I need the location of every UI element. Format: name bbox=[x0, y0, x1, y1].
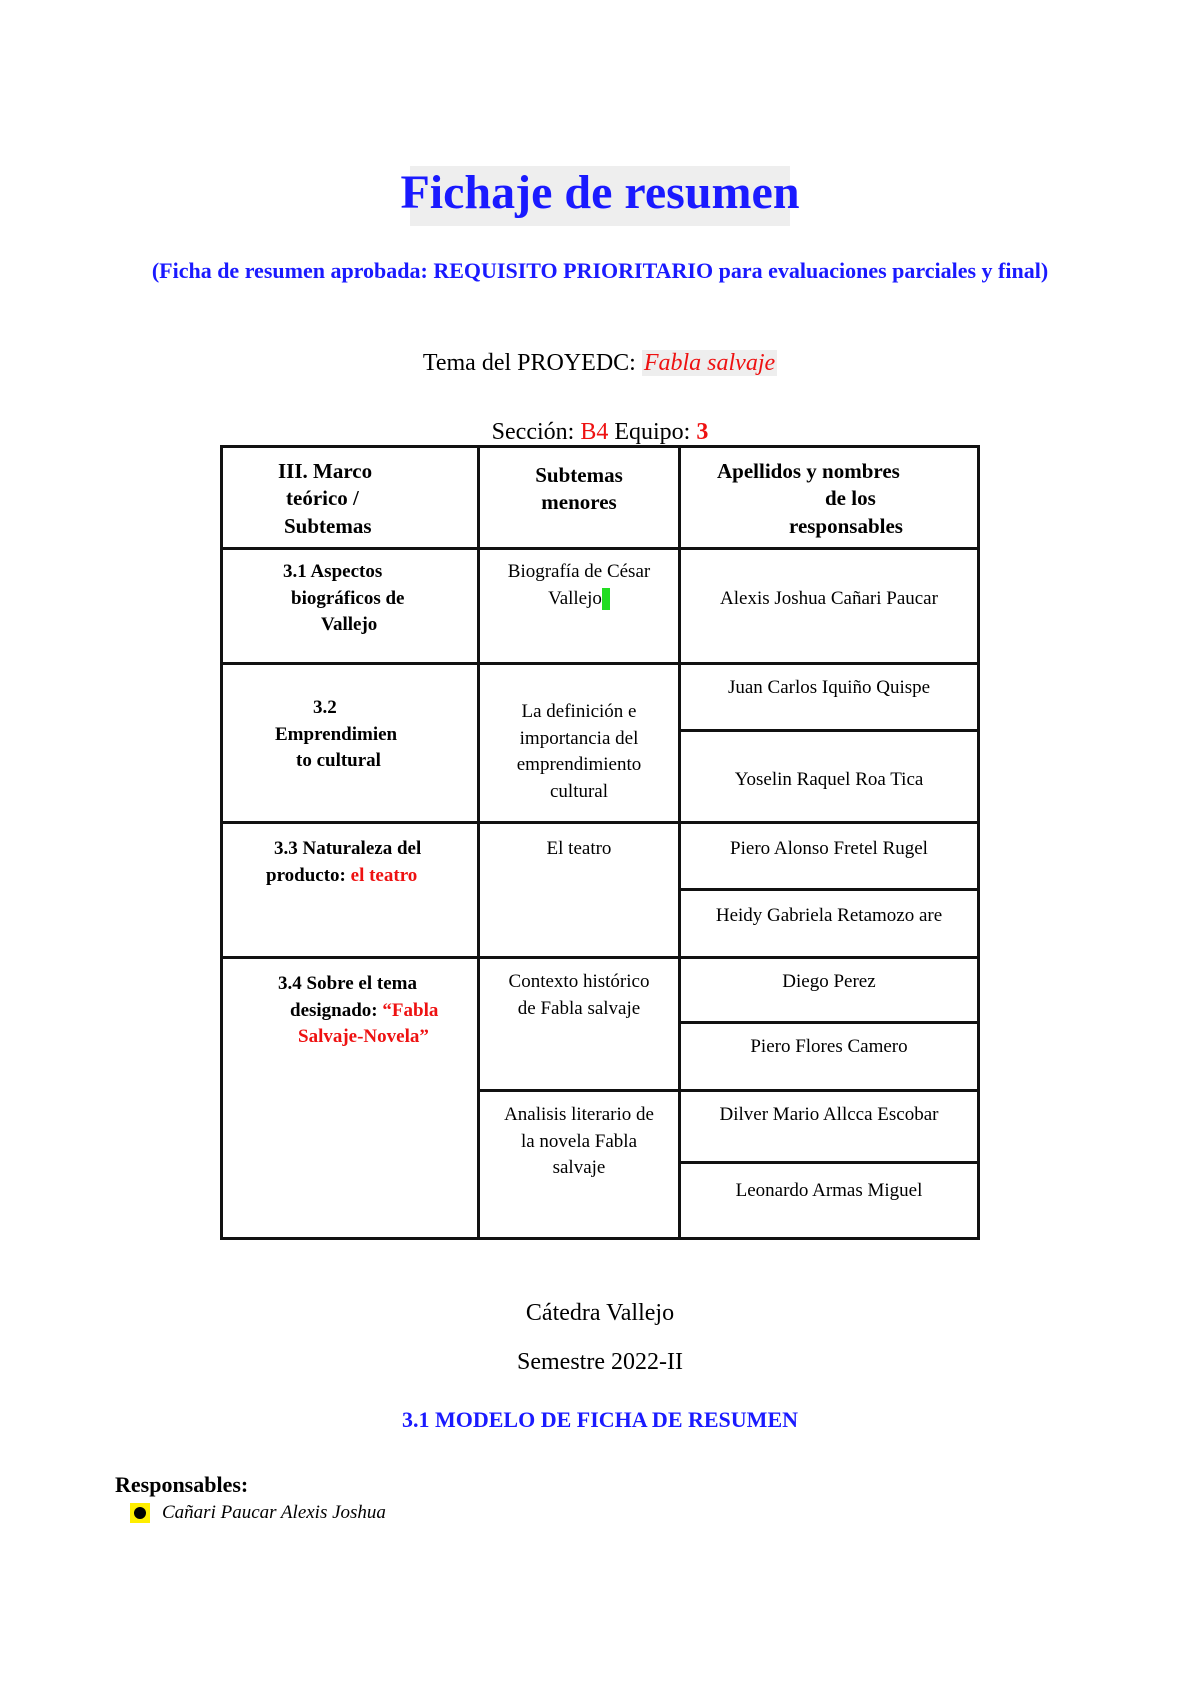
row4-sub2-l2: la novela Fabla bbox=[520, 1130, 638, 1152]
row4-resp4 bbox=[678, 1161, 980, 1240]
row4-resp4-name: Leonardo Armas Miguel bbox=[735, 1180, 923, 1201]
row1-marco bbox=[220, 547, 480, 665]
row4-sub2-l3: salvaje bbox=[552, 1157, 606, 1179]
header-resp-l2: de los bbox=[825, 486, 876, 511]
list-item bbox=[130, 1502, 386, 1524]
row2-resp2-name: Yoselin Raquel Roa Tica bbox=[734, 769, 924, 790]
header-marco-l2: teórico / bbox=[286, 486, 359, 511]
section-team bbox=[0, 419, 1200, 446]
row3-marco-l2b: el teatro bbox=[350, 864, 418, 886]
header-marco bbox=[220, 445, 480, 550]
row4-marco-l2b: “Fabla bbox=[382, 999, 439, 1021]
row4-marco-l1: 3.4 Sobre el tema bbox=[278, 973, 417, 994]
row3-resp1 bbox=[678, 821, 980, 891]
row2-marco-l1: 3.2 bbox=[313, 697, 337, 718]
row3-marco-l1: 3.3 Naturaleza del bbox=[274, 838, 422, 859]
row4-resp3 bbox=[678, 1089, 980, 1164]
row4-resp2-name: Piero Flores Camero bbox=[750, 1036, 908, 1057]
row1-resp bbox=[678, 547, 980, 665]
header-marco-l1: III. Marco bbox=[278, 459, 373, 483]
row4-sub2-l1: Analisis literario de bbox=[504, 1104, 654, 1125]
row3-resp1-name: Piero Alonso Fretel Rugel bbox=[730, 838, 928, 859]
responsables-label: Responsables: bbox=[115, 1472, 249, 1497]
row1-marco-l2: biográficos de bbox=[291, 587, 405, 609]
row2-sub-l1: La definición e bbox=[521, 701, 637, 722]
row3-marco bbox=[220, 821, 480, 959]
row3-sub: El teatro bbox=[546, 838, 612, 859]
row2-sub-l4: cultural bbox=[549, 780, 609, 802]
row3-resp2-name: Heidy Gabriela Retamozo are bbox=[715, 905, 943, 926]
row1-sub-l2: Vallejo bbox=[548, 587, 602, 609]
header-marco-l3: Subtemas bbox=[284, 513, 372, 538]
row4-marco-l2a: designado: bbox=[290, 999, 383, 1021]
page-title: Fichaje de resumen bbox=[400, 166, 800, 219]
row2-sub-l3: emprendimiento bbox=[516, 754, 642, 776]
project-topic bbox=[0, 350, 1200, 377]
header-resp-l3: responsables bbox=[789, 513, 903, 538]
row2-marco-l3: to cultural bbox=[296, 750, 381, 772]
catedra-label: Cátedra Vallejo bbox=[525, 1300, 675, 1326]
row1-sub-l1: Biografía de César bbox=[507, 561, 651, 582]
row4-subtema2 bbox=[477, 1089, 681, 1240]
semestre-label: Semestre 2022-II bbox=[517, 1349, 683, 1375]
row3-resp2 bbox=[678, 888, 980, 959]
header-subtemas-l1: Subtemas bbox=[535, 463, 623, 487]
row2-subtema bbox=[477, 662, 681, 824]
bullet-icon bbox=[130, 1503, 150, 1523]
row3-subtema bbox=[477, 821, 681, 959]
team-value: 3 bbox=[696, 419, 709, 445]
row4-resp1-name: Diego Perez bbox=[782, 971, 876, 992]
row2-resp1-name: Juan Carlos Iquiño Quispe bbox=[727, 677, 931, 698]
row1-resp-name: Alexis Joshua Cañari Paucar bbox=[720, 588, 938, 609]
row4-resp3-name: Dilver Mario Allcca Escobar bbox=[719, 1104, 939, 1125]
row3-marco-l2a: producto: bbox=[266, 864, 351, 886]
row1-marco-l1: 3.1 Aspectos bbox=[283, 561, 383, 582]
section-label: Sección: bbox=[491, 419, 581, 445]
page-subtitle: (Ficha de resumen aprobada: REQUISITO PRIORITARIO para evaluaciones parciales y final) bbox=[151, 258, 1049, 283]
row4-sub1-l1: Contexto histórico bbox=[508, 971, 650, 992]
model-heading: 3.1 MODELO DE FICHA DE RESUMEN bbox=[401, 1407, 799, 1432]
row1-subtema bbox=[477, 547, 681, 665]
row2-marco-l2: Emprendimien bbox=[275, 723, 398, 745]
team-label: Equipo: bbox=[608, 419, 697, 445]
header-resp-l1: Apellidos y nombres bbox=[717, 459, 900, 483]
topic-value: Fabla salvaje bbox=[643, 350, 776, 376]
section-value: B4 bbox=[580, 419, 609, 445]
header-responsables bbox=[678, 445, 980, 550]
row2-marco bbox=[220, 662, 480, 824]
row2-sub-l2: importancia del bbox=[519, 727, 639, 749]
topic-label: Tema del PROYEDC: bbox=[422, 350, 642, 376]
row4-resp1 bbox=[678, 956, 980, 1024]
row4-marco-l3: Salvaje-Novela” bbox=[298, 1026, 429, 1048]
row4-resp2 bbox=[678, 1021, 980, 1092]
row4-subtema1 bbox=[477, 956, 681, 1092]
row4-sub1-l2: de Fabla salvaje bbox=[517, 997, 641, 1019]
header-subtemas bbox=[477, 445, 681, 550]
header-subtemas-l2: menores bbox=[541, 490, 617, 515]
row1-marco-l3: Vallejo bbox=[321, 614, 378, 636]
responsable-name: Cañari Paucar Alexis Joshua bbox=[162, 1502, 386, 1523]
row4-marco bbox=[220, 956, 480, 1240]
row2-resp2 bbox=[678, 729, 980, 824]
text-cursor-highlight bbox=[602, 588, 610, 610]
summary-table bbox=[220, 445, 980, 1240]
row2-resp1 bbox=[678, 662, 980, 732]
